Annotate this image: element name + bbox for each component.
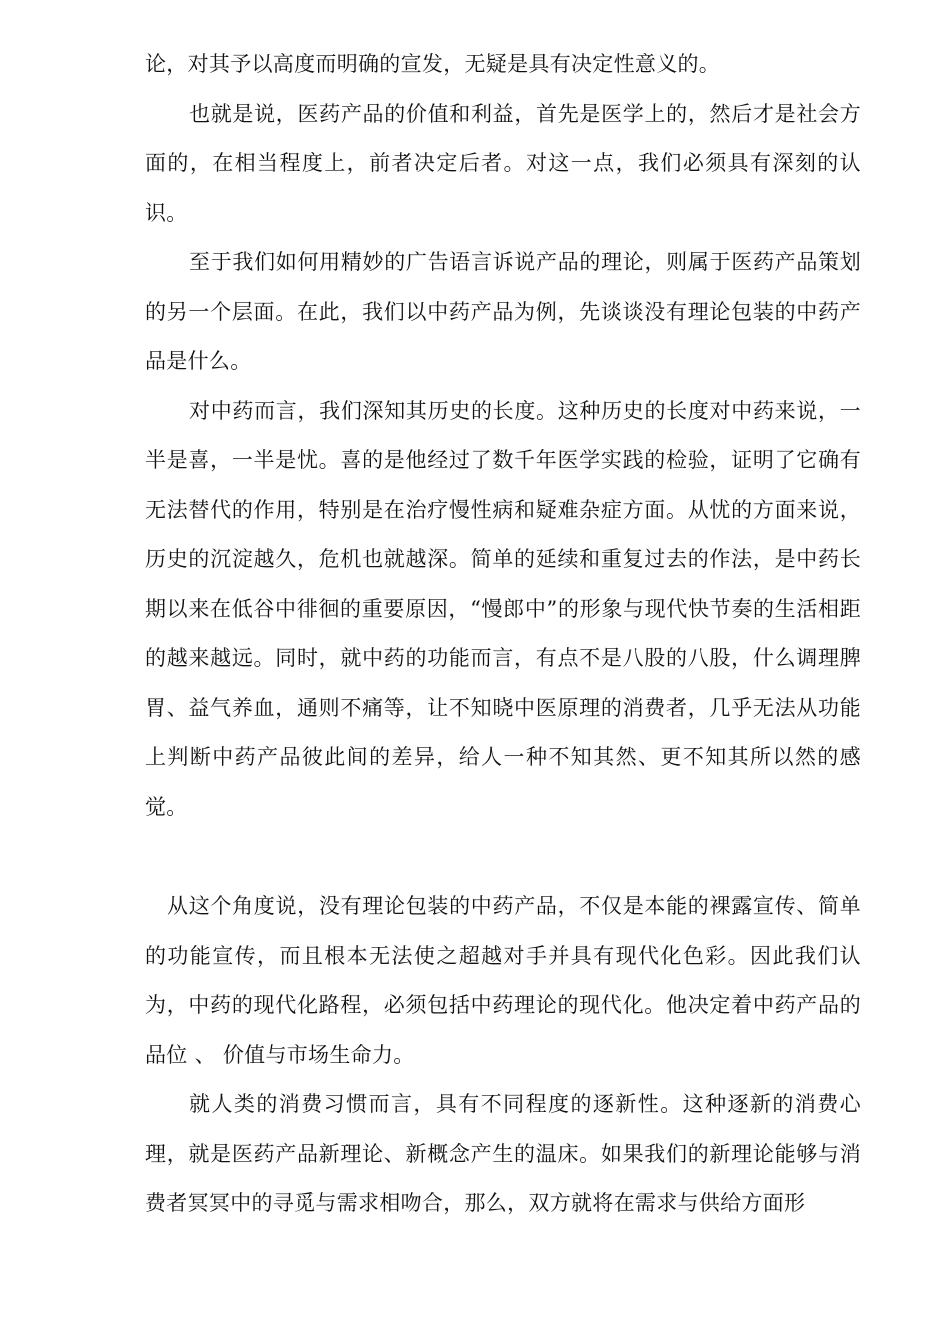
paragraph-1: 论，对其予以高度而明确的宣发，无疑是具有决定性意义的。 <box>145 52 721 76</box>
document-body <box>145 40 861 1229</box>
paragraph-2: 也就是说，医药产品的价值和利益，首先是医学上的，然后才是社会方面的，在相当程度上，前者决定后者。对这一点，我们必须具有深刻的认识。 <box>145 101 861 225</box>
paragraph-6: 就人类的消费习惯而言，具有不同程度的逐新性。这种逐新的消费心理，就是医药产品新理论、新概念产生的温床。如果我们的新理论能够与消费者冥冥中的寻觅与需求相吻合，那么，双方就将在需求与供给方面形 <box>145 1092 861 1215</box>
paragraph-5: 从这个角度说，没有理论包装的中药产品，不仅是本能的裸露宣传、简单的功能宣传，而且根本无法使之超越对手并具有现代化色彩。因此我们认为，中药的现代化路程，必须包括中药理论的现代化。他决定着中药产品的品位 、 价值与市场生命力。 <box>145 894 861 1067</box>
paragraph-gap <box>145 832 861 882</box>
paragraph-3: 至于我们如何用精妙的广告语言诉说产品的理论，则属于医药产品策划的另一个层面。在此，我们以中药产品为例，先谈谈没有理论包装的中药产品是什么。 <box>145 250 861 373</box>
paragraph-4: 对中药而言，我们深知其历史的长度。这种历史的长度对中药来说，一半是喜，一半是忧。喜的是他经过了数千年医学实践的检验，证明了它确有无法替代的作用，特别是在治疗慢性病和疑难杂症方面。从忧的方面来说，历史的沉淀越久，危机也就越深。简单的延续和重复过去的作法，是中药长期以来在低谷中徘徊的重要原因，“慢郎中”的形象与现代快节奏的生活相距的越来越远。同时，就中药的功能而言，有点不是八股的八股，什么调理脾胃、益气养血，通则不痛等，让不知晓中医原理的消费者，几乎无法从功能上判断中药产品彼此间的差异，给人一种不知其然、更不知其所以然的感觉。 <box>145 398 861 819</box>
